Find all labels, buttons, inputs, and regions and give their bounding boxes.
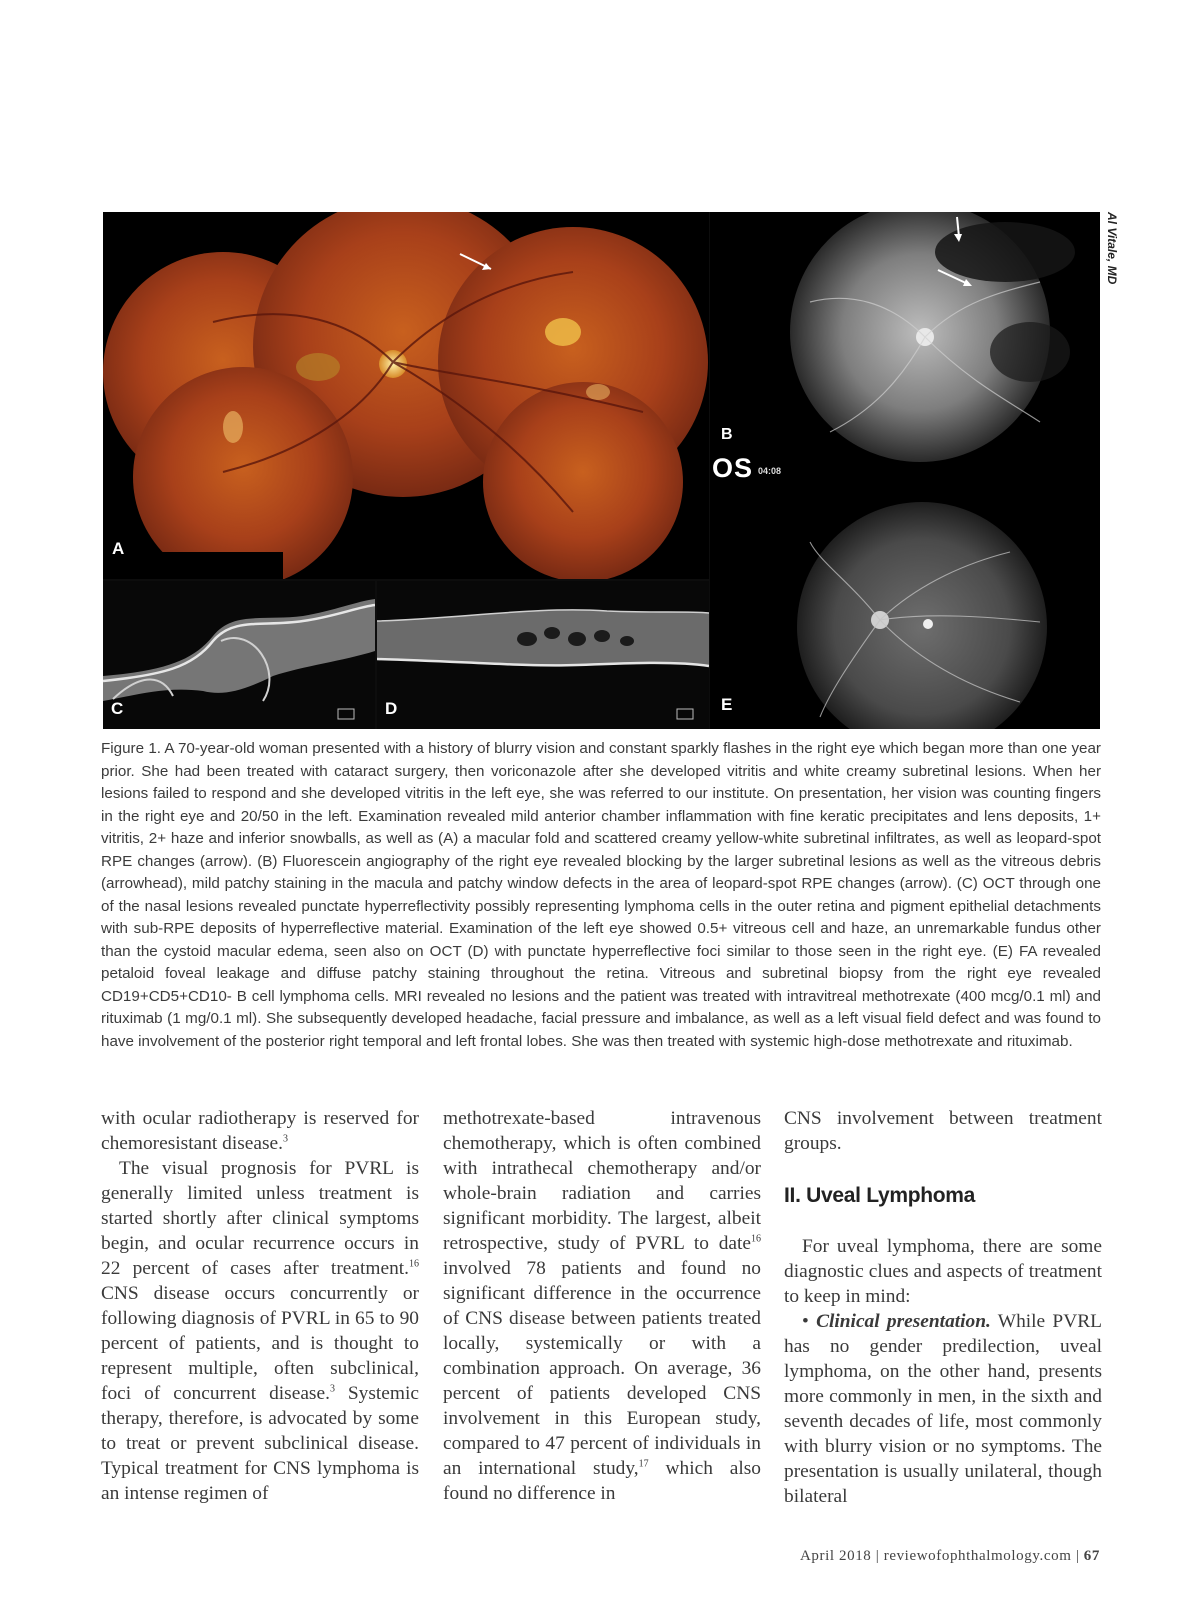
figure-caption: Figure 1. A 70-year-old woman presented with a history of blurry vision and constant sparkly flashes in the right eye which began more than one year prior. She had been treated with cataract surgery, then voriconazole after she developed vitritis and white creamy subretinal lesions. When her lesions failed to respond and she developed vitritis in the left eye, she was referred to our institute. On presentation, her vision was counting fingers in the right eye and 20/50 in the left. Examination revealed mild anterior chamber inflammation with fine keratic precipitates and lens deposits, 1+ vitritis, 2+ haze and inferior snowballs, as well as (A) a macular fold and scattered creamy yellow-white subretinal infiltrates, as well as leopard-spot RPE changes (arrow). (B) Fluorescein angiography of the right eye revealed blocking by the larger subretinal lesions as well as the vitreous debris (arrowhead), mild patchy staining in the macula and patchy window defects in the area of leopard-spot RPE changes (arrow). (C) OCT through one of the nasal lesions revealed punctate hyperreflectivity possibly representing lymphoma cells in the outer retina and pigment epithelial detachments with sub-RPE deposits of hyperreflective material. Examination of the left eye showed 0.5+ vitreous cell and haze, an unremarkable fundus other than the cystoid macular edema, seen also on OCT (D) with punctate hyperreflective foci similar to those seen in the right eye. (E) FA revealed petaloid foveal leakage and diffuse patchy staining throughout the retina. Vitreous and subretinal biopsy from the right eye revealed CD19+CD5+CD10- B cell lymphoma cells. MRI revealed no lesions and the patient was treated with intravitreal methotrexate (400 mcg/0.1 ml) and rituximab (1 mg/0.1 ml). She subsequently developed headache, facial pressure and imbalance, as well as a left visual field defect and was found to have involvement of the posterior right temporal and left frontal lobes. She was then treated with systemic high-dose methotrexate and rituximab. [101, 740, 1101, 1050]
website: reviewofophthalmology.com [883, 1548, 1072, 1564]
text-column-2 [443, 1106, 761, 1506]
issue-date: April 2018 [799, 1548, 872, 1564]
figure-1 [103, 212, 1100, 729]
os-eye-label: OS [712, 453, 754, 483]
page-footer [800, 1548, 1100, 1565]
text-run: CNS disease occurs concurrently or following diagnosis of PVRL in 65 to 90 percent of patients, and is thought to represent multiple, often subclinical, foci of concurrent disease. [101, 1283, 419, 1404]
paragraph: CNS involvement between treatment groups. [784, 1108, 1102, 1154]
panel-label-b: B [721, 426, 733, 443]
text-run: The visual prognosis for PVRL is generally limited unless treatment is started shortly after clinical symptoms begin, and ocular recurrence occurs in 22 percent of cases after treatment. [101, 1158, 419, 1279]
panel-e-fluorescein-angiography [710, 502, 1100, 729]
text-run: While PVRL has no gender predilection, uveal lymphoma, on the other hand, presents more commonly in men, in the sixth and seventh decades of life, most commonly with blurry vision or no symptoms. The presentation is usually unilateral, though bilateral [784, 1311, 1102, 1507]
oct-image-left-eye [377, 581, 709, 729]
panel-b-fluorescein-angiography [710, 212, 1100, 502]
section-heading: II. Uveal Lymphoma [784, 1184, 976, 1207]
footer-separator: | [1075, 1548, 1080, 1564]
reference-superscript: 3 [329, 1383, 335, 1395]
angiogram-image-left-eye [710, 502, 1100, 729]
page-number: 67 [1083, 1548, 1100, 1564]
run-in-heading: Clinical presentation. [816, 1311, 991, 1332]
paragraph: For uveal lymphoma, there are some diagnostic clues and aspects of treatment to keep in mind: [784, 1236, 1102, 1307]
reference-superscript: 16 [751, 1233, 761, 1245]
panel-a-fundus-photo [103, 212, 709, 579]
bullet: • [802, 1311, 809, 1332]
panel-label-e: E [721, 695, 733, 714]
panel-d-oct-scan [377, 581, 709, 729]
image-timestamp: 04:08 [758, 466, 782, 476]
text-run: with ocular radiotherapy is reserved for chemoresistant disease. [101, 1108, 419, 1154]
reference-superscript: 16 [409, 1258, 419, 1270]
fundus-montage-image [103, 212, 709, 579]
panel-c-oct-scan [103, 581, 375, 729]
paragraph [784, 1309, 1102, 1509]
panel-label-a: A [112, 539, 125, 558]
text-column-1 [101, 1106, 419, 1506]
angiogram-image-right-eye [710, 212, 1100, 502]
text-run: methotrexate-based intravenous chemotherapy, which is often combined with intrathecal chemotherapy and/or whole-brain radiation and carries significant morbidity. The largest, albeit retrospective, study of PVRL to date [443, 1108, 761, 1254]
footer-separator: | [875, 1548, 880, 1564]
paragraph [101, 1156, 419, 1506]
photo-credit-text: Al Vitale, MD [1105, 212, 1119, 285]
panel-label-c: C [111, 699, 124, 718]
photo-credit [1099, 212, 1121, 312]
reference-superscript: 17 [638, 1458, 649, 1470]
paragraph [101, 1106, 419, 1156]
text-column-3 [784, 1106, 1102, 1509]
text-run: Systemic therapy, therefore, is advocated by some to treat or prevent subclinical disease. Typical treatment for CNS lymphoma is an intense regimen of [101, 1383, 419, 1504]
text-run: which also found no difference in [443, 1458, 761, 1504]
reference-superscript: 3 [283, 1133, 288, 1145]
panel-label-d: D [385, 699, 398, 718]
paragraph [443, 1106, 761, 1506]
oct-image-right-eye [103, 581, 375, 729]
text-run: involved 78 patients and found no significant difference in the occurrence of CNS disease between patients treated locally, systemically or with a combination approach. On average, 36 percent of patients developed CNS involvement in this European study, compared to 47 percent of individuals in an international study, [443, 1258, 761, 1479]
